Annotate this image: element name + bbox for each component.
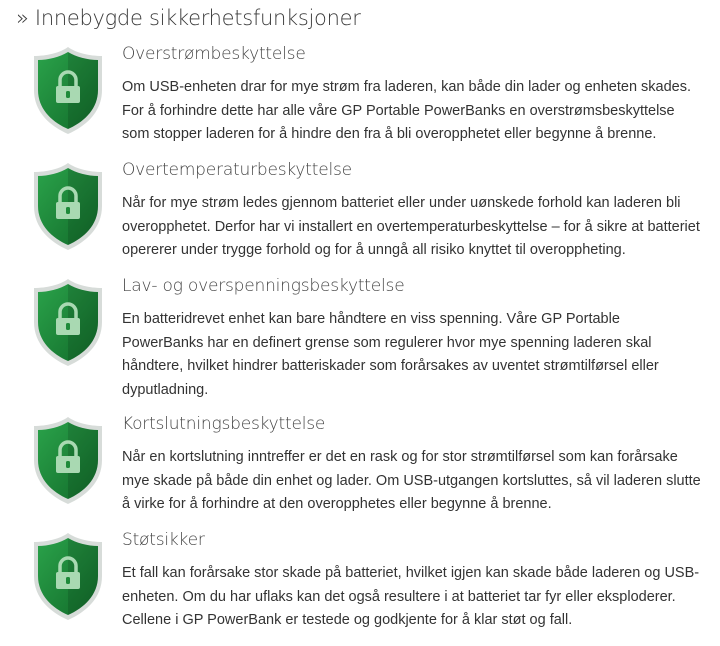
- feature-title: Overtemperaturbeskyttelse: [122, 160, 352, 180]
- description-line: mye skade på både din enhet og lader. Om USB-utgangen kortsluttes, så vil laderen slutte: [122, 472, 701, 489]
- description-line: som stopper laderen for å hindre den fra å bli overopphetet eller begynne å brenne.: [122, 126, 657, 142]
- feature-description: [122, 76, 694, 147]
- description-line: Når for mye strøm ledes gjennom batteriet eller under uønskede forhold kan laderen bli: [122, 195, 681, 211]
- description-line: For å forhindre dette har alle våre GP Portable PowerBanks en overstrømsbeskyttelse: [122, 102, 675, 119]
- description-line: håndtere, hvilket hindrer batteriskader som forårsakes av uventet strømtilførsel eller: [122, 358, 659, 374]
- description-line: enheten. Om du har uflaks kan det også resultere i at batteriet tar fyr eller eksploderer.: [122, 588, 676, 605]
- description-line: overopphetet. Derfor har vi installert en overtemperaturbeskyttelse – for å sikre at batteriet: [122, 218, 700, 235]
- shield-lock-icon: [30, 44, 106, 136]
- feature-description: [122, 446, 701, 517]
- description-line: å virke for å forhindre at den overopphetes eller begynne å brenne.: [122, 496, 552, 512]
- page-title: » Innebygde sikkerhetsfunksjoner: [16, 6, 361, 30]
- description-line: En batteridrevet enhet kan bare håndtere en viss spenning. Våre GP Portable: [122, 311, 620, 327]
- description-line: Cellene i GP PowerBank er testede og godkjente for å klar støt og fall.: [122, 612, 573, 628]
- description-line: Når en kortslutning inntreffer er det en rask og for stor strømtilførsel som kan forårsake: [122, 449, 678, 465]
- feature-title: Lav- og overspenningsbeskyttelse: [122, 276, 405, 296]
- shield-lock-icon: [30, 414, 106, 506]
- feature-title: Overstrømbeskyttelse: [122, 44, 306, 64]
- feature-title: Kortslutningsbeskyttelse: [122, 414, 326, 434]
- feature-description: [122, 562, 700, 633]
- description-line: Et fall kan forårsake stor skade på batteriet, hvilket igjen kan skade både laderen og USB-: [122, 565, 700, 581]
- shield-lock-icon: [30, 530, 106, 622]
- description-line: PowerBanks har en definert grense som regulerer hvor mye spenning laderen skal: [122, 334, 652, 351]
- shield-lock-icon: [30, 160, 106, 252]
- description-line: Om USB-enheten drar for mye strøm fra laderen, kan både din lader og enheten skades.: [122, 79, 692, 95]
- feature-description: [122, 192, 700, 263]
- feature-title: Støtsikker: [122, 530, 205, 550]
- description-line: dyputladning.: [122, 381, 209, 398]
- feature-description: [122, 308, 694, 402]
- description-line: opererer under trygge forhold og for å unngå all risiko knyttet til overoppheting.: [122, 242, 626, 258]
- shield-lock-icon: [30, 276, 106, 368]
